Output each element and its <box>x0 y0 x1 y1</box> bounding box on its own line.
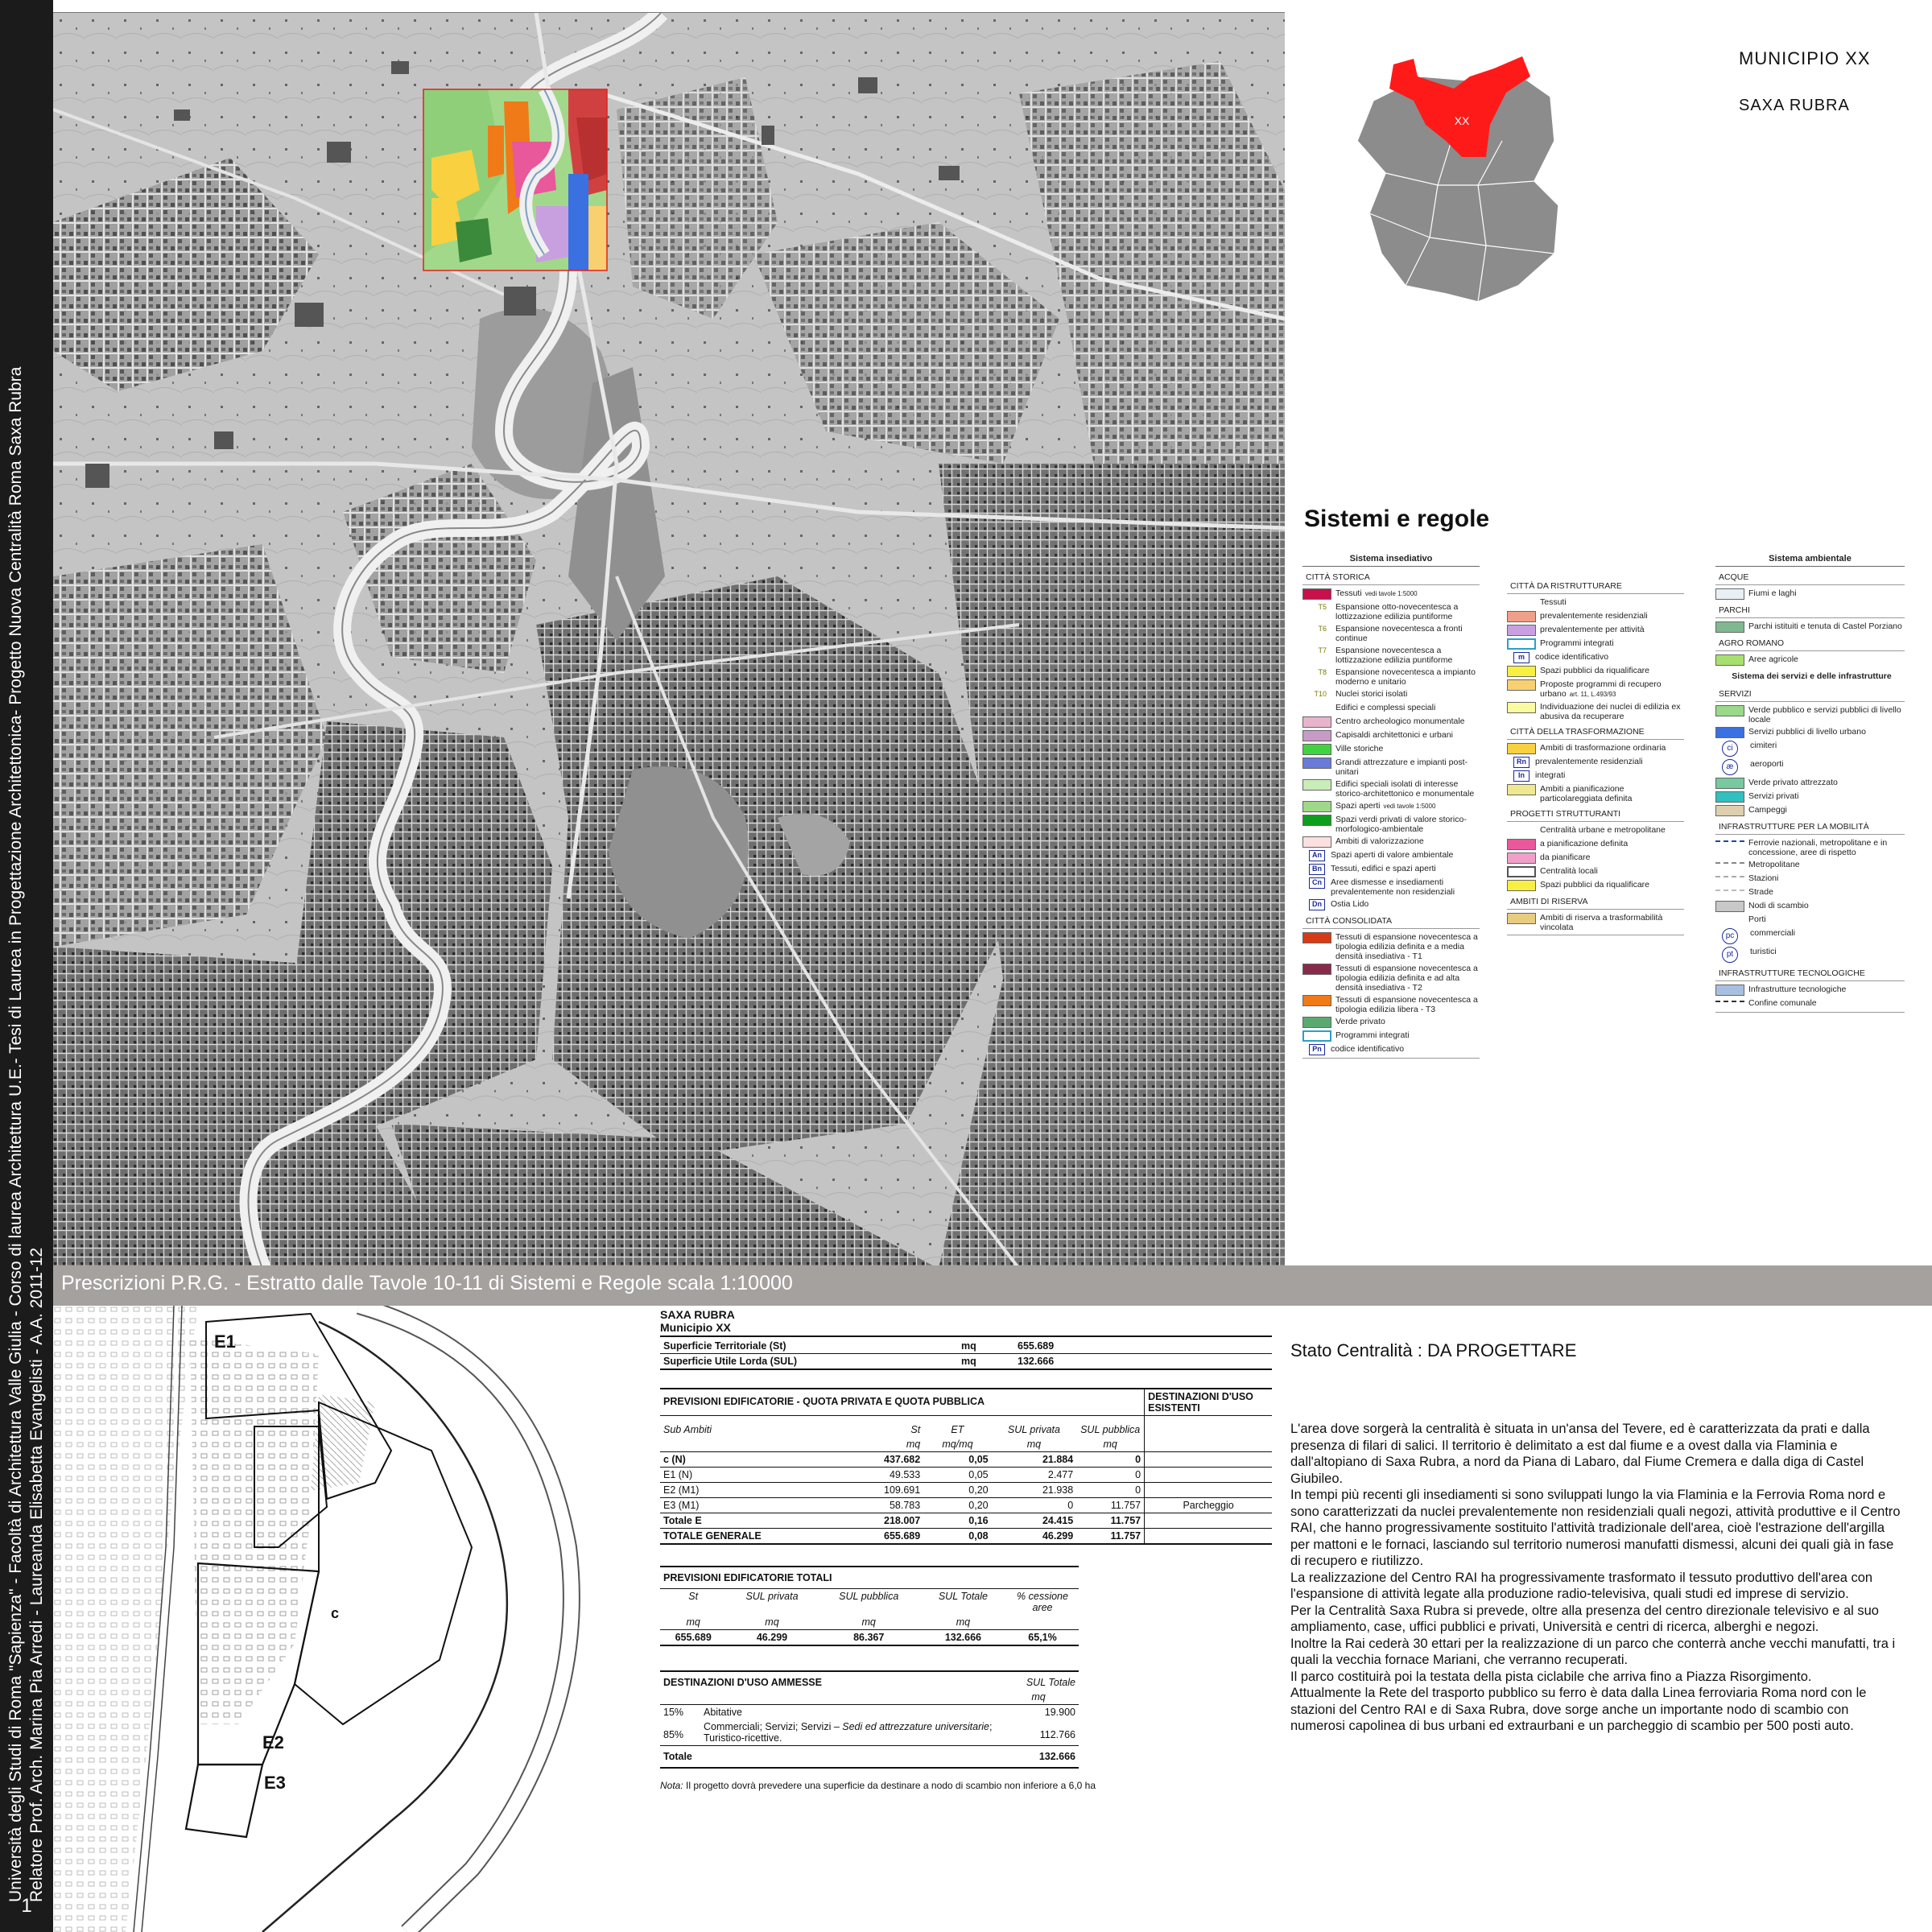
legend-item-label: Programmi integrati <box>1540 638 1614 648</box>
legend-column-ambientale <box>1715 554 1905 1013</box>
legend-item-label: Spazi pubblici da riqualificare <box>1540 666 1649 675</box>
legend-code-icon: Pn <box>1309 1044 1325 1055</box>
destinazioni-header: DESTINAZIONI D'USO ESISTENTI <box>1145 1389 1272 1416</box>
stato-paragraph: Attualmente la Rete del trasporto pubblico su ferro è data dalla Linea ferroviaria Roma nord con le stazioni del Centro RAI e di Saxa Rubra, dove sorge anche un importante nodo di scambio con numerosi capolinea di bus urbani ed extraurbani e un parcheggio di scambio per 500 posti auto. <box>1290 1686 1867 1733</box>
legend-item-label: Ostia Lido <box>1331 899 1369 909</box>
legend-line-icon <box>1715 840 1744 846</box>
legend-item-label: Servizi privati <box>1748 791 1799 801</box>
summary-row-sul: Superficie Utile Lorda (SUL) mq 132.666 <box>660 1354 1272 1370</box>
legend-item <box>1715 588 1905 600</box>
legend-swatch <box>1507 866 1536 877</box>
legend-swatch <box>1302 730 1331 741</box>
legend-item <box>1302 864 1480 875</box>
legend-swatch <box>1715 654 1744 666</box>
legend-swatch <box>1302 932 1331 943</box>
legend-item <box>1302 716 1480 728</box>
legend-item <box>1715 873 1905 885</box>
totali-table: PREVISIONI EDIFICATORIE TOTALI St SUL privata SUL pubblica SUL Totale % cessione aree mq mq mq mq 655.689 46.299 86.367 132.666 65,1% <box>660 1566 1079 1646</box>
legend-code-icon: An <box>1309 850 1325 861</box>
previsioni-row: E2 (M1) 109.691 0,20 21.938 0 <box>660 1483 1272 1498</box>
legend-item <box>1302 850 1480 861</box>
legend-item <box>1302 1044 1480 1055</box>
legend-circle-icon: pc <box>1722 928 1738 944</box>
plan-label-c: c <box>331 1605 340 1621</box>
sub-ambiti-drawing <box>53 1306 654 1932</box>
legend-swatch <box>1507 880 1536 891</box>
legend-item-label: Spazi verdi privati di valore storico-morfologico-ambientale <box>1335 815 1467 834</box>
plan-label-e2: E2 <box>262 1732 284 1752</box>
legend-item-label: integrati <box>1535 770 1566 780</box>
legend-swatch <box>1302 758 1331 769</box>
legend-item <box>1507 625 1684 636</box>
legend-item-label: Ambiti di valorizzazione <box>1335 836 1424 846</box>
legend-item-label: Ambiti di trasformazione ordinaria <box>1540 743 1666 753</box>
thesis-credits <box>6 19 47 1902</box>
legend-item <box>1302 758 1480 777</box>
legend-item-label: Proposte programmi di recupero urbano art. 11, L.493/93 <box>1540 679 1662 699</box>
legend-column-insediativo <box>1302 554 1480 1059</box>
thesis-authors-line: Relatore Prof. Arch. Marina Pia Arredi - Laureanda Elisabetta Evangelisti - A.A. 2011-12 <box>27 1247 46 1902</box>
stato-centralita-title: Stato Centralità : DA PROGETTARE <box>1290 1340 1577 1360</box>
legend-item-label: Metropolitane <box>1748 860 1800 869</box>
legend-item-label: Tessuti di espansione novecentesca a tipologia edilizia libera - T3 <box>1335 995 1478 1014</box>
legend-item-label: Individuazione dei nuclei di edilizia ex abusiva da recuperare <box>1540 702 1681 721</box>
legend-swatch <box>1715 621 1744 633</box>
legend-line-icon <box>1715 890 1744 895</box>
legend-line-icon <box>1715 876 1744 881</box>
legend-item-label: Aree dismesse e insediamenti prevalentemente non residenziali <box>1331 877 1455 897</box>
legend-item-label: commerciali <box>1750 928 1796 938</box>
legend-item <box>1302 689 1480 700</box>
legend-item <box>1715 838 1905 857</box>
previsioni-table: PREVISIONI EDIFICATORIE - QUOTA PRIVATA E QUOTA PUBBLICA DESTINAZIONI D'USO ESISTENTI Sub Ambiti St ET SUL privata SUL pubblica mq mq/mq mq mq c (N) 437.682 0,05 21.884 0 E1 (N) 49.533 0,05 2.477 0 E2 (M1) 109.691 0,20 21.938 0 E3 (M1) 58.783 0,20 0 11.757 Parcheggio Totale E 218.007 0,16 24.415 11.757 TOTALE GENERALE 655.689 0,08 46.299 11.757 <box>660 1388 1272 1545</box>
legend-item-label: a pianificazione definita <box>1540 839 1629 848</box>
legend-item <box>1507 825 1684 836</box>
legend-item <box>1715 621 1905 633</box>
legend-item <box>1302 602 1480 621</box>
page-number: 1 <box>21 1895 32 1917</box>
legend-circle-icon: pt <box>1722 947 1738 963</box>
legend-code-icon: Cn <box>1309 877 1325 889</box>
legend-swatch <box>1507 852 1536 864</box>
legend-code: T8 <box>1318 668 1327 676</box>
legend-item <box>1302 588 1480 600</box>
legend-item-label: Verde privato attrezzato <box>1748 778 1838 787</box>
usi-row-commerciali: 85% Commerciali; Servizi; Servizi – Sedi ed attrezzature universitarie; Turistico-ricettive. 112.766 <box>663 1721 1075 1744</box>
stato-centralita-description <box>1290 1421 1906 1735</box>
legend-item-label: Ambiti di riserva a trasformabilità vincolata <box>1540 913 1663 932</box>
municipio-title: MUNICIPIO XX <box>1739 48 1871 68</box>
legend-swatch <box>1715 791 1744 803</box>
legend-item <box>1302 730 1480 741</box>
stato-paragraph: La realizzazione del Centro RAI ha progressivamente trasformato il tessuto produttivo dell'area con l'espansione di attività legate alla produzione radio-televisiva, quali studi ed imprese di servizio. <box>1290 1570 1873 1601</box>
legend-item-label: Espansione novecentesca a fronti continue <box>1335 624 1463 643</box>
legend-item-label: Aree agricole <box>1748 654 1798 664</box>
legend-item <box>1715 705 1905 724</box>
legend-item <box>1302 1017 1480 1028</box>
stato-paragraph: In tempi più recenti gli insediamenti si sono sviluppati lungo la via Flaminia e la Ferrovia Roma nord e sono caratterizzati da nuclei prevalentemente non residenziali quali negozi, attività produttive e il Centro RAI, che hanno progressivamente sostituito l'attività tradizionale dell'area, cioè l'estrazione dell'argilla per mattoni e le fornaci, lasciando sul territorio numerosi manufatti dismessi, alcuni dei quali già in fase di recupero e riutilizzo. <box>1290 1488 1901 1568</box>
legend-section-title: CITTÀ DA RISTRUTTURARE <box>1507 580 1684 594</box>
legend-swatch <box>1715 901 1744 912</box>
legend-item <box>1507 666 1684 677</box>
legend-swatch <box>1507 839 1536 850</box>
legend-item-label: Centralità locali <box>1540 866 1598 876</box>
legend-item-label: Ambiti a pianificazione particolareggiata definita <box>1540 784 1633 803</box>
legend-swatch <box>1715 588 1744 600</box>
previsioni-row: E3 (M1) 58.783 0,20 0 11.757 Parcheggio <box>660 1498 1272 1513</box>
legend-item <box>1715 887 1905 898</box>
summary-table <box>660 1339 1272 1370</box>
legend-code: T6 <box>1318 625 1327 633</box>
plan-label-e1: E1 <box>214 1331 236 1352</box>
legend-item <box>1302 877 1480 897</box>
usi-total-row: Totale 132.666 <box>660 1746 1079 1769</box>
legend-item-label: Espansione novecentesca a impianto moderno e unitario <box>1335 667 1476 687</box>
legend-item <box>1507 852 1684 864</box>
legend-item <box>1715 998 1905 1009</box>
legend-item-label: Ville storiche <box>1335 744 1384 753</box>
legend-swatch <box>1302 836 1331 848</box>
previsioni-row: c (N) 437.682 0,05 21.884 0 <box>660 1452 1272 1468</box>
tables-title: SAXA RUBRA <box>660 1308 735 1321</box>
legend-item <box>1507 839 1684 850</box>
legend-panel <box>1285 12 1932 1268</box>
legend-item-label: prevalentemente per attività <box>1540 625 1645 634</box>
legend-item <box>1715 759 1905 775</box>
legend-swatch <box>1302 744 1331 755</box>
legend-swatch <box>1302 1017 1331 1028</box>
stato-paragraph: L'area dove sorgerà la centralità è situata in un'ansa del Tevere, ed è caratterizzata da prati e dalla presenza di filari di salici. Il territorio è delimitato a est dal fiume e a ovest dalla via Flaminia e dall'altopiano di Saxa Rubra, a nord da Piana di Labaro, dal Fiume Cremera e dalla diga di Castel Giubileo. <box>1290 1422 1870 1486</box>
legend-item-note: vedi tavole 1:5000 <box>1383 803 1436 810</box>
legend-swatch <box>1302 801 1331 812</box>
legend-item-label: Tessuti di espansione novecentesca a tipologia edilizia definita e a media densità insediativa - T1 <box>1335 932 1478 961</box>
legend-item <box>1302 667 1480 687</box>
legend-swatch <box>1302 716 1331 728</box>
legend-item <box>1715 928 1905 944</box>
legend-section-title: INFRASTRUTTURE TECNOLOGICHE <box>1715 967 1905 981</box>
legend-item-label: Campeggi <box>1748 805 1787 815</box>
previsioni-title: PREVISIONI EDIFICATORIE - QUOTA PRIVATA E QUOTA PUBBLICA <box>663 1396 985 1407</box>
legend-section-title: INFRASTRUTTURE PER LA MOBILITÀ <box>1715 820 1905 835</box>
legend-item <box>1715 778 1905 789</box>
map-caption: Prescrizioni P.R.G. - Estratto dalle Tavole 10-11 di Sistemi e Regole scala 1:10000 <box>61 1272 793 1294</box>
legend-code-icon: m <box>1513 652 1530 663</box>
legend-item-note: vedi tavole 1:5000 <box>1364 590 1418 597</box>
legend-section-title: Sistema dei servizi e delle infrastrutture <box>1732 671 1892 681</box>
legend-swatch <box>1715 727 1744 738</box>
legend-item <box>1302 964 1480 993</box>
legend-item-label: Nodi di scambio <box>1748 901 1809 910</box>
usi-row-abitative: 15% Abitative 19.900 <box>663 1707 1075 1718</box>
municipio-map <box>1349 44 1567 334</box>
legend-item <box>1507 880 1684 891</box>
legend-item-label: codice identificativo <box>1331 1044 1405 1054</box>
legend-column-ristrutturare <box>1507 576 1684 935</box>
legend-item-label: prevalentemente residenziali <box>1540 611 1648 621</box>
legend-item <box>1302 836 1480 848</box>
legend-item-label: Tessuti <box>1540 597 1567 607</box>
legend-item-label: Edifici speciali isolati di interesse storico-architettonico e monumentale <box>1335 779 1475 799</box>
previsioni-row: E1 (N) 49.533 0,05 2.477 0 <box>660 1468 1272 1483</box>
legend-item-label: Spazi aperti vedi tavole 1:5000 <box>1335 801 1436 811</box>
summary-row-st: Superficie Territoriale (St) mq 655.689 <box>660 1339 1272 1354</box>
legend-swatch <box>1715 705 1744 716</box>
legend-code-icon: In <box>1513 770 1530 782</box>
legend-swatch <box>1507 638 1536 650</box>
legend-section-title: AMBITI DI RISERVA <box>1507 895 1684 910</box>
legend-swatch <box>1302 1030 1331 1042</box>
legend-item-label: Fiumi e laghi <box>1748 588 1797 598</box>
totali-title: PREVISIONI EDIFICATORIE TOTALI <box>663 1572 832 1583</box>
plan-label-e3: E3 <box>264 1773 286 1793</box>
legend-item-label: Edifici e complessi speciali <box>1335 703 1436 712</box>
legend-swatch <box>1507 913 1536 924</box>
legend-section-title: CITTÀ CONSOLIDATA <box>1302 914 1480 929</box>
legend-title: Sistemi e regole <box>1304 506 1490 532</box>
legend-item <box>1507 597 1684 609</box>
stato-paragraph: Il parco costituirà poi la testata della pista ciclabile che arriva fino a Piazza Risorgimento. <box>1290 1669 1812 1684</box>
legend-circle-icon: æ <box>1722 759 1738 775</box>
title-sidebar <box>0 0 53 1932</box>
previsioni-row: Totale E 218.007 0,16 24.415 11.757 <box>660 1513 1272 1529</box>
legend-swatch <box>1507 666 1536 677</box>
legend-item <box>1302 932 1480 961</box>
legend-section-title: SERVIZI <box>1715 687 1905 702</box>
legend-item <box>1507 913 1684 932</box>
legend-item <box>1302 995 1480 1014</box>
legend-item-label: prevalentemente residenziali <box>1535 757 1643 766</box>
legend-swatch <box>1507 702 1536 713</box>
legend-item <box>1715 791 1905 803</box>
legend-item <box>1715 985 1905 996</box>
legend-item <box>1507 757 1684 768</box>
legend-item <box>1715 805 1905 816</box>
legend-item <box>1507 652 1684 663</box>
legend-item-label: Infrastrutture tecnologiche <box>1748 985 1847 994</box>
legend-item-label: Espansione novecentesca a lottizzazione edilizia puntiforme <box>1335 646 1453 665</box>
legend-swatch <box>1302 964 1331 975</box>
legend-header: Sistema ambientale <box>1715 554 1905 567</box>
legend-item-label: Tessuti di espansione novecentesca a tipologia edilizia definita e ad alta densità insediativa - T2 <box>1335 964 1478 993</box>
stato-paragraph: Inoltre la Rai cederà 30 ettari per la realizzazione di un parco che conterrà anche vecchi manufatti, tra i quali la vecchia fornace Mariani, che verranno recuperati. <box>1290 1636 1896 1667</box>
legend-item-label: Tessuti, edifici e spazi aperti <box>1331 864 1436 873</box>
legend-code-icon: Bn <box>1309 864 1325 875</box>
legend-item <box>1507 770 1684 782</box>
legend-code-icon: Rn <box>1513 757 1530 768</box>
legend-item <box>1302 624 1480 643</box>
legend-item <box>1302 815 1480 834</box>
legend-item-label: Porti <box>1748 914 1766 924</box>
legend-swatch <box>1715 805 1744 816</box>
legend-item-label: Espansione otto-novecentesca a lottizzazione edilizia puntiforme <box>1335 602 1459 621</box>
usi-title: DESTINAZIONI D'USO AMMESSE <box>663 1677 822 1688</box>
legend-item-label: Ferrovie nazionali, metropolitane e in concessione, aree di rispetto <box>1748 838 1888 857</box>
legend-item-label: Capisaldi architettonici e urbani <box>1335 730 1453 740</box>
legend-line-icon <box>1715 862 1744 868</box>
legend-header: Sistema insediativo <box>1302 554 1480 567</box>
legend-swatch <box>1302 588 1331 600</box>
legend-swatch <box>1507 743 1536 754</box>
legend-code-icon: Dn <box>1309 899 1325 910</box>
legend-item <box>1302 779 1480 799</box>
usi-table: DESTINAZIONI D'USO AMMESSE SUL Totale mq 15% Abitative 19.900 85% Commerciali; Servizi; Servizi – Sedi ed attrezzature universitarie; Turistico-ricettive. 112.766 Totale 132.666 <box>660 1670 1079 1769</box>
legend-item <box>1715 654 1905 666</box>
legend-item <box>1715 727 1905 738</box>
legend-item-label: cimiteri <box>1750 741 1777 750</box>
legend-item <box>1507 611 1684 622</box>
municipio-map-label: XX <box>1454 114 1470 127</box>
legend-item-note: art. 11, L.493/93 <box>1569 691 1616 698</box>
legend-code: T5 <box>1318 603 1327 611</box>
legend-circle-icon: ci <box>1722 741 1738 757</box>
legend-code: T7 <box>1318 646 1327 654</box>
sub-ambiti-plan <box>53 1306 654 1932</box>
municipio-subtitle: SAXA RUBRA <box>1739 97 1850 114</box>
legend-section-title: PARCHI <box>1715 604 1905 618</box>
legend-section-title: PROGETTI STRUTTURANTI <box>1507 807 1684 822</box>
tables-subtitle: Municipio XX <box>660 1321 1272 1337</box>
legend-item-label: Parchi istituiti e tenuta di Castel Porziano <box>1748 621 1902 631</box>
city-map-drawing <box>53 13 1285 1268</box>
thesis-title-line: Università degli Studi di Roma "Sapienza" - Facoltà di Architettura Valle Giulia - Corso di laurea Architettura U.E.- Tesi di Laurea in Progettazione Architettonica- Progetto Nuova Centralità Roma Saxa Rubra <box>6 366 25 1902</box>
legend-item <box>1507 702 1684 721</box>
legend-item <box>1302 646 1480 665</box>
legend-item <box>1507 866 1684 877</box>
legend-item <box>1302 744 1480 755</box>
city-map <box>53 12 1285 1268</box>
legend-item <box>1302 703 1480 714</box>
legend-item <box>1302 801 1480 812</box>
map-caption-band <box>53 1265 1932 1306</box>
legend-item-label: da pianificare <box>1540 852 1591 862</box>
legend-swatch <box>1507 625 1536 636</box>
legend-code: T10 <box>1314 690 1327 698</box>
legend-item <box>1302 1030 1480 1042</box>
legend-item <box>1715 947 1905 963</box>
legend-item <box>1715 901 1905 912</box>
legend-item-label: Tessuti vedi tavole 1:5000 <box>1335 588 1418 598</box>
legend-swatch <box>1507 611 1536 622</box>
legend-item <box>1715 860 1905 871</box>
legend-item-label: Centro archeologico monumentale <box>1335 716 1465 726</box>
legend-item <box>1507 743 1684 754</box>
legend-item-label: Centralità urbane e metropolitane <box>1540 825 1666 835</box>
legend-item-label: Spazi pubblici da riqualificare <box>1540 880 1649 890</box>
stato-paragraph: Per la Centralità Saxa Rubra si prevede, oltre alla presenza del centro direzionale televisivo e al suo ampliamento, case, uffici pubblici e privati, Università e centri di ricerca, alberghi e negozi. <box>1290 1603 1879 1634</box>
legend-section-title: ACQUE <box>1715 571 1905 585</box>
legend-item-label: Grandi attrezzature e impianti post-unitari <box>1335 758 1468 777</box>
legend-swatch <box>1715 778 1744 789</box>
legend-item-label: Servizi pubblici di livello urbano <box>1748 727 1866 737</box>
tables-note: Nota: Il progetto dovrà prevedere una superficie da destinare a nodo di scambio non inferiore a 6,0 ha <box>660 1780 1096 1791</box>
legend-item <box>1507 679 1684 700</box>
legend-item <box>1507 784 1684 803</box>
legend-swatch <box>1302 779 1331 791</box>
legend-item <box>1507 638 1684 650</box>
legend-item-label: Strade <box>1748 887 1773 897</box>
prg-extract-inset <box>423 89 607 270</box>
legend-section-title: CITTÀ STORICA <box>1302 571 1480 585</box>
legend-section-title: CITTÀ DELLA TRASFORMAZIONE <box>1507 725 1684 740</box>
legend-item-label: Stazioni <box>1748 873 1779 883</box>
legend-item <box>1715 914 1905 926</box>
legend-item-label: turistici <box>1750 947 1777 956</box>
legend-line-icon <box>1715 1001 1744 1006</box>
legend-swatch <box>1715 985 1744 996</box>
data-tables <box>660 1308 1272 1928</box>
legend-item-label: Verde privato <box>1335 1017 1385 1026</box>
legend-swatch <box>1302 995 1331 1006</box>
legend-swatch <box>1302 815 1331 826</box>
legend-section-title: AGRO ROMANO <box>1715 637 1905 651</box>
legend-item-label: codice identificativo <box>1535 652 1609 662</box>
legend-item-label: Nuclei storici isolati <box>1335 689 1408 699</box>
legend-item <box>1302 899 1480 910</box>
legend-swatch <box>1507 784 1536 795</box>
legend-item-label: Spazi aperti di valore ambientale <box>1331 850 1454 860</box>
previsioni-row: TOTALE GENERALE 655.689 0,08 46.299 11.757 <box>660 1529 1272 1545</box>
legend-item <box>1715 741 1905 757</box>
totali-values-row: 655.689 46.299 86.367 132.666 65,1% <box>660 1630 1079 1646</box>
legend-item-label: aeroporti <box>1750 759 1784 769</box>
legend-item-label: Confine comunale <box>1748 998 1817 1008</box>
legend-item-label: Verde pubblico e servizi pubblici di livello locale <box>1748 705 1901 724</box>
legend-item-label: Programmi integrati <box>1335 1030 1410 1040</box>
legend-swatch <box>1507 679 1536 691</box>
previsioni-rows <box>660 1452 1272 1545</box>
